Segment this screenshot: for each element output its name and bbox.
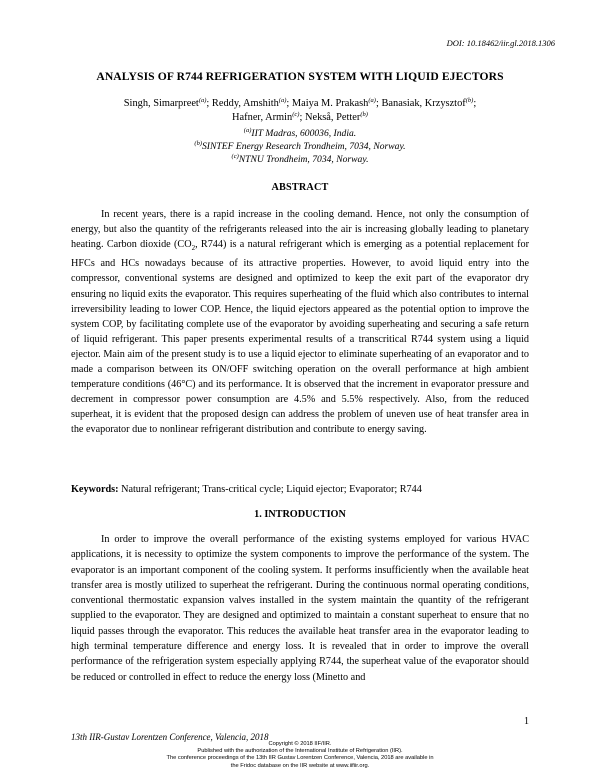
- author-affil-mark: (b): [360, 111, 368, 118]
- abstract-heading: ABSTRACT: [271, 182, 329, 193]
- author-separator: ;: [206, 98, 212, 109]
- author-name: Reddy, Amshith: [211, 98, 279, 109]
- affil-mark: (b): [194, 139, 202, 147]
- keywords-label: Keywords:: [71, 484, 119, 495]
- keywords-line: [71, 484, 531, 495]
- author-name: Singh, Simarpreet: [123, 98, 199, 109]
- abstract-body: [71, 207, 529, 437]
- author-separator: ;: [473, 98, 477, 109]
- author-list: [60, 97, 540, 125]
- footer-line: Copyright © 2018 IIF/IIR.: [268, 741, 332, 747]
- abstract-text-part2: , R744) is a natural refrigerant which is emerging as a potential replacement for HFCs and HCs nowadays because of its attractive properties. However, to avoid liquid entry into the compressor, conventional systems are designed and optimized to keep the exit part of the evaporator dry ensuring no liquid exits the evaporator. This requires superheating of the fluid which also contributes to internal irreversibility leading to lower COP. Hence, the liquid ejectors appeared as the potential option to improve the system COP, by facilitating complete use of the evaporator by avoiding superheating and securing a safe return of liquid refrigerant. This paper presents experimental results of a transcritical R744 system using a liquid ejector. Main aim of the present study is to use a liquid ejector to eliminate superheating of an evaporator and to made a comparison between its ON/OFF switching operation on the overall performance at high ambient temperature conditions (46°C) and its performance. It is observed that the increment in evaporator pressure and decrement in compressor power consumption are 4.5% and 5.5% respectively. Also, from the reduced superheat, it is evident that the proposed design can address the problem of uneven use of heat transfer area in the evaporator due to nonlinear refrigerant distribution and contribute to energy saving.: [71, 239, 529, 436]
- affiliation-list: [60, 128, 540, 166]
- author-name: Maiya M. Prakash: [291, 98, 369, 109]
- affil-text: IIT Madras, 600036, India.: [251, 128, 357, 139]
- subscript-2: 2: [191, 244, 196, 253]
- author-affil-mark: (a): [198, 97, 207, 104]
- affil-text: NTNU Trondheim, 7034, Norway.: [238, 153, 369, 165]
- author-separator: ;: [299, 112, 305, 123]
- doi-label: DOI: 10.18462/iir.gl.2018.1306: [446, 38, 555, 48]
- paper-title: ANALYSIS OF R744 REFRIGERATION SYSTEM WITH LIQUID EJECTORS: [96, 70, 504, 83]
- footer-line: Published with the authorization of the International Institute of Refrigeration (IIR).: [197, 748, 403, 755]
- affil-text: SINTEF Energy Research Trondheim, 7034, Norway.: [202, 140, 406, 152]
- author-name: Hafner, Armin: [232, 112, 293, 123]
- author-name: Banasiak, Krzysztof: [381, 98, 466, 109]
- affil-mark: (a): [243, 127, 252, 134]
- author-affil-mark: (a): [368, 97, 376, 104]
- page-number: 1: [524, 716, 529, 727]
- affiliation-line: [60, 154, 540, 167]
- author-affil-mark: (b): [465, 97, 474, 104]
- conference-footer: 13th IIR-Gustav Lorentzen Conference, Valencia, 2018: [71, 732, 269, 742]
- author-separator: ;: [375, 98, 382, 109]
- section-heading-introduction: 1. INTRODUCTION: [254, 509, 346, 520]
- footer-line: The conference proceedings of the 13th IIR Gustav Lorentzen Conference, Valencia, 2018 are available in: [166, 755, 434, 762]
- affiliation-line: [60, 128, 540, 141]
- author-separator: ;: [286, 98, 292, 109]
- author-affil-mark: (c): [292, 111, 300, 118]
- copyright-footer: [0, 741, 600, 770]
- author-affil-mark: (a): [278, 97, 287, 104]
- keywords-text: Natural refrigerant; Trans-critical cycle; Liquid ejector; Evaporator; R744: [118, 484, 422, 495]
- author-name: Nekså, Petter: [304, 112, 361, 123]
- affiliation-line: [60, 141, 540, 154]
- footer-line: the Fridoc database on the IIR website at www.iifiir.org.: [230, 762, 370, 769]
- introduction-body: In order to improve the overall performance of the existing systems employed for various HVAC applications, it is necessity to optimize the system components to improve the performance of the system. The evaporator is an important component of the cooling system. It performs insufficiently when the available heat transfer area is mostly utilized to superheat the refrigerant. During the continuous normal operating conditions, conventional thermostatic expansion valves installed in the system maintain the quantity of the refrigerant supplied to the evaporator. They are designed and optimized to maintain a constant superheat to ensure that no liquid passes through the evaporator. This reduces the available heat transfer area in the evaporator leading to high terminal temperature difference and energy loss. It is revealed that in order to improve the overall performance of the refrigeration system especially applying R744, the superheat value of the evaporator should be reduced or controlled in effect to reduce the energy loss (Minetto and: [71, 534, 529, 683]
- abstract-text-part1: In recent years, there is a rapid increase in the cooling demand. Hence, not only the consumption of energy, but also the quantity of the refrigerants released into the air is increasing globally leading to planetary heating. Carbon dioxide (CO: [71, 209, 529, 251]
- affil-mark: (c): [231, 152, 239, 160]
